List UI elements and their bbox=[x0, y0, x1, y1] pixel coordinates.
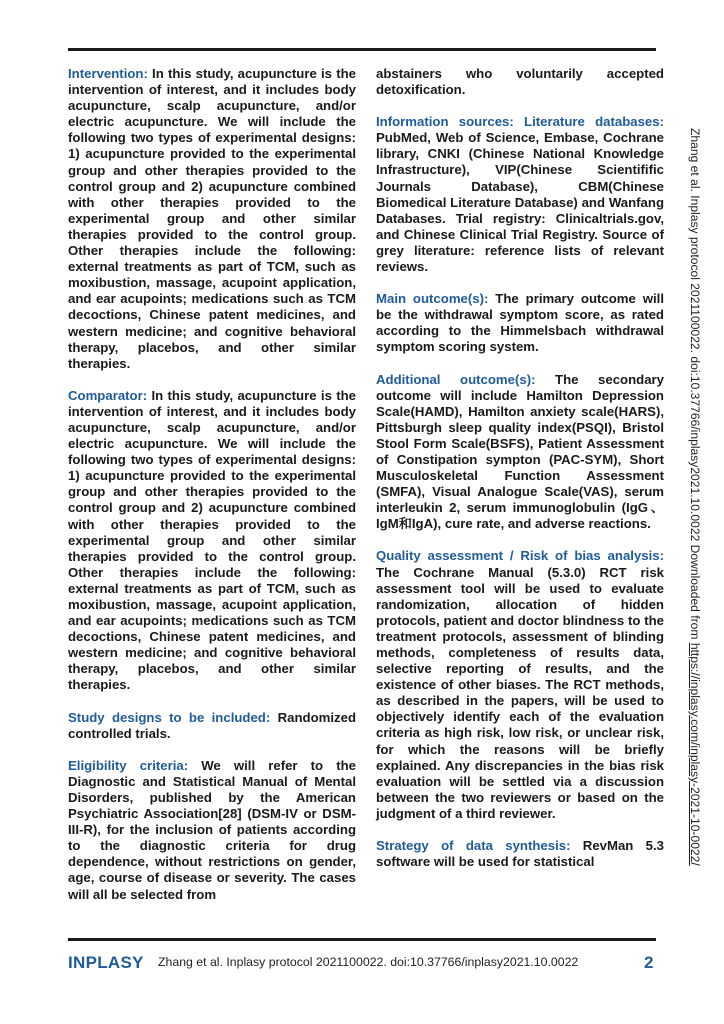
side-download-note bbox=[688, 128, 702, 866]
section-information-sources bbox=[376, 114, 664, 275]
section-quality-assessment bbox=[376, 548, 664, 822]
section-label: Eligibility criteria: bbox=[68, 757, 189, 773]
footer-brand-logo: INPLASY bbox=[68, 953, 144, 972]
section-study-designs bbox=[68, 710, 356, 742]
section-text: In this study, acupuncture is the intervention of interest, and it includes body acupuncture, scalp acupuncture, and/or electric acupuncture. We will include the following two types of experimental designs: 1) acupuncture provided to the experimental group and other therapies provided to the control group and 2) acupuncture combined with other therapies provided to the experimental group and other similar therapies provided to the control group. Other therapies include the following: external treatments as part of TCM, such as moxibustion, massage, acupoint application, and ear acupoints; medications such as TCM decoctions, Chinese patent medicines, and western medicine; and cognitive behavioral therapy, placebos, and other similar therapies. bbox=[68, 387, 356, 693]
section-comparator bbox=[68, 388, 356, 694]
section-label: Additional outcome(s): bbox=[376, 371, 536, 387]
page-number: 2 bbox=[644, 953, 654, 972]
section-eligibility-criteria bbox=[68, 758, 356, 903]
section-text: PubMed, Web of Science, Embase, Cochrane library, CNKI (Chinese National Knowledge Infrastructure), VIP(Chinese Scientifific Journals Database), CBM(Chinese Biomedical Literature Database) and Wanfang Databases. Trial registry: Clinicaltrials.gov, and Chinese Clinical Trial Registry. Source of grey literature: reference lists of relevant reviews. bbox=[376, 130, 664, 275]
footer-citation: Zhang et al. Inplasy protocol 2021100022. doi:10.37766/inplasy2021.10.0022 bbox=[158, 955, 579, 969]
section-data-synthesis bbox=[376, 838, 664, 870]
section-label: Comparator: bbox=[68, 387, 148, 403]
section-text: abstainers who voluntarily accepted detoxification. bbox=[376, 66, 664, 98]
download-link[interactable]: https://inplasy.com/inplasy-2021-10-0022/ bbox=[688, 642, 702, 866]
section-text: The secondary outcome will include Hamilton Depression Scale(HAMD), Hamilton anxiety scale(HARS), Pittsburgh sleep quality index(PSQI), Bristol Stool Form Scale(BSFS), Patient Assessment of Constipation sympton (PAC-SYM), Short Musculoskeletal Function Assessment (SMFA), Visual Analogue Scale(VAS), serum interleukin 2, serum immunoglobulin (IgG、IgM和IgA), cure rate, and adverse reactions. bbox=[376, 371, 664, 532]
right-column bbox=[376, 66, 664, 886]
section-label: Information sources: Literature databases: bbox=[376, 114, 664, 130]
section-text: Randomized controlled trials. bbox=[68, 709, 356, 741]
section-text: The Cochrane Manual (5.3.0) RCT risk assessment tool will be used to evaluate randomization, allocation of hidden protocols, patient and doctor blindness to the treatment protocols, assessment of blinding methods, completeness of results data, selective reporting of results, and the existence of other biases. The RCT methods, as described in the papers, will be used to objectively identify each of the evaluation criteria as high risk, low risk, or unclear risk, for which the reasons will be briefly explained. Any discrepancies in the bias risk evaluation will be settled via a discussion between the two reviewers or based on the judgment of a third reviewer. bbox=[376, 564, 664, 821]
section-label: Main outcome(s): bbox=[376, 291, 489, 307]
side-note-text: Zhang et al. Inplasy protocol 2021100022. doi:10.37766/inplasy2021.10.0022 Downloaded from bbox=[688, 128, 702, 643]
section-text: We will refer to the Diagnostic and Statistical Manual of Mental Disorders, published by the American Psychiatric Association[28] (DSM-IV or DSM-III-R), for the inclusion of patients according to the diagnostic criteria for drug dependence, without restrictions on gender, age, course of disease or severity. The cases will all be selected from bbox=[68, 757, 356, 902]
section-label: Quality assessment / Risk of bias analysis: bbox=[376, 548, 664, 564]
section-additional-outcomes bbox=[376, 372, 664, 533]
section-label: Study designs to be included: bbox=[68, 709, 271, 725]
section-intervention bbox=[68, 66, 356, 372]
section-label: Intervention: bbox=[68, 66, 148, 81]
section-main-outcomes bbox=[376, 291, 664, 355]
section-text: The primary outcome will be the withdrawal symptom score, as rated according to the Himmelsbach withdrawal symptom scoring system. bbox=[376, 291, 664, 355]
footer-rule bbox=[68, 938, 656, 941]
section-label: Strategy of data synthesis: bbox=[376, 838, 571, 854]
section-continuation bbox=[376, 66, 664, 98]
left-column bbox=[68, 66, 356, 919]
section-text: RevMan 5.3 software will be used for statistical bbox=[376, 838, 664, 870]
section-text: In this study, acupuncture is the intervention of interest, and it includes body acupuncture, scalp acupuncture, and/or electric acupuncture. We will include the following two types of experimental designs: 1) acupuncture provided to the experimental group and other therapies provided to the control group and 2) acupuncture combined with other therapies provided to the experimental group and other similar therapies provided to the control group. Other therapies include the following: external treatments as part of TCM, such as moxibustion, massage, acupoint application, and ear acupoints; medications such as TCM decoctions, Chinese patent medicines, and western medicine; and cognitive behavioral therapy, placebos, and other similar therapies. bbox=[68, 66, 356, 371]
header-rule bbox=[68, 48, 656, 51]
